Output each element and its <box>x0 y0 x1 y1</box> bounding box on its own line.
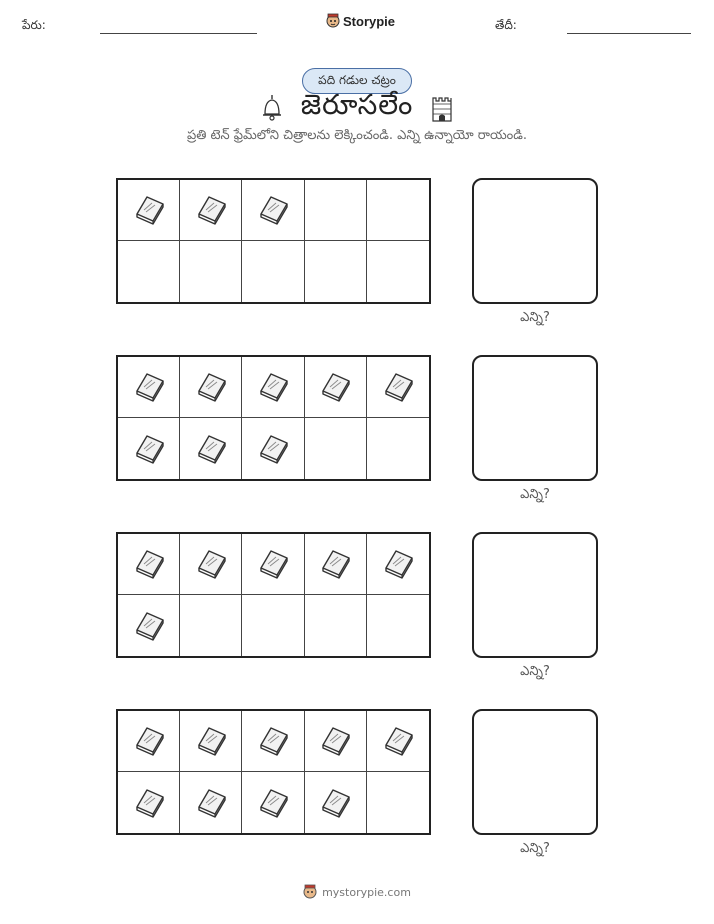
ten-frame-cell <box>367 711 429 772</box>
ten-frame-cell <box>305 711 367 772</box>
title-row <box>0 88 714 128</box>
how-many-label-4: ఎన్ని? <box>520 841 550 856</box>
book-icon <box>192 782 230 824</box>
book-icon <box>379 720 417 762</box>
ten-frame-cell <box>118 357 180 418</box>
ten-frame-cell <box>305 418 367 479</box>
book-icon <box>316 543 354 585</box>
ten-frame-cell <box>118 595 180 656</box>
ten-frame-cell <box>180 772 242 833</box>
ten-frame-cell <box>180 418 242 479</box>
book-icon <box>130 428 168 470</box>
ten-frame-cell <box>180 711 242 772</box>
ten-frame-cell <box>118 772 180 833</box>
answer-box-2[interactable] <box>472 355 598 481</box>
book-icon <box>254 720 292 762</box>
book-icon <box>379 543 417 585</box>
book-icon <box>192 189 230 231</box>
book-icon <box>316 782 354 824</box>
ten-frame-4 <box>116 709 431 835</box>
book-icon <box>130 720 168 762</box>
book-icon <box>254 543 292 585</box>
ten-frame-cell <box>242 241 304 302</box>
book-icon <box>379 366 417 408</box>
ten-frame-cell <box>367 357 429 418</box>
ten-frame-cell <box>367 180 429 241</box>
ten-frame-cell <box>180 357 242 418</box>
ten-frame-cell <box>180 241 242 302</box>
book-icon <box>316 366 354 408</box>
ten-frame-cell <box>180 180 242 241</box>
book-icon <box>192 720 230 762</box>
ten-frame-cell <box>180 534 242 595</box>
ten-frame-cell <box>305 595 367 656</box>
ten-frame-cell <box>367 595 429 656</box>
ten-frame-cell <box>242 711 304 772</box>
ten-frame-1 <box>116 178 431 304</box>
date-line[interactable] <box>567 33 691 34</box>
ten-frame-2 <box>116 355 431 481</box>
instruction-text: ప్రతి టెన్ ఫ్రేమ్‌లోని చిత్రాలను లెక్కించండి. ఎన్ని ఉన్నాయో రాయండి. <box>186 128 528 143</box>
book-icon <box>254 782 292 824</box>
ten-frame-cell <box>305 357 367 418</box>
ten-frame-cell <box>118 418 180 479</box>
ten-frame-cell <box>242 418 304 479</box>
ten-frame-cell <box>118 241 180 302</box>
ten-frame-cell <box>242 595 304 656</box>
book-icon <box>254 189 292 231</box>
ten-frame-cell <box>367 241 429 302</box>
how-many-label-1: ఎన్ని? <box>520 310 550 325</box>
name-label: పేరు: <box>22 18 46 32</box>
ten-frame-cell <box>242 534 304 595</box>
storypie-mascot-icon <box>303 884 317 900</box>
ten-frame-cell <box>367 772 429 833</box>
book-icon <box>254 366 292 408</box>
ten-frame-cell <box>305 534 367 595</box>
ten-frame-cell <box>305 241 367 302</box>
book-icon <box>192 543 230 585</box>
footer-url: mystorypie.com <box>322 885 411 899</box>
page-title: జెరూసలేం <box>300 88 414 121</box>
ten-frame-cell <box>305 180 367 241</box>
ten-frame-cell <box>180 595 242 656</box>
how-many-label-3: ఎన్ని? <box>520 664 550 679</box>
castle-tower-icon <box>431 94 453 122</box>
ten-frame-cell <box>305 772 367 833</box>
ten-frame-cell <box>367 534 429 595</box>
answer-box-3[interactable] <box>472 532 598 658</box>
ten-frame-cell <box>242 180 304 241</box>
bell-icon <box>261 94 283 122</box>
how-many-label-2: ఎన్ని? <box>520 487 550 502</box>
book-icon <box>316 720 354 762</box>
ten-frame-3 <box>116 532 431 658</box>
book-icon <box>192 428 230 470</box>
ten-frame-cell <box>242 357 304 418</box>
book-icon <box>130 605 168 647</box>
answer-box-4[interactable] <box>472 709 598 835</box>
book-icon <box>254 428 292 470</box>
ten-frame-cell <box>367 418 429 479</box>
date-label: తేదీ: <box>495 18 517 32</box>
name-line[interactable] <box>100 33 257 34</box>
answer-box-1[interactable] <box>472 178 598 304</box>
book-icon <box>130 366 168 408</box>
storypie-mascot-icon <box>326 13 340 29</box>
book-icon <box>130 189 168 231</box>
ten-frame-cell <box>118 711 180 772</box>
book-icon <box>130 782 168 824</box>
book-icon <box>130 543 168 585</box>
ten-frame-cell <box>242 772 304 833</box>
book-icon <box>192 366 230 408</box>
ten-frame-cell <box>118 534 180 595</box>
brand-logo <box>326 13 395 29</box>
brand-name: Storypie <box>343 13 396 29</box>
footer <box>0 884 714 900</box>
ten-frame-cell <box>118 180 180 241</box>
category-badge: పది గడుల చట్రం <box>302 68 412 94</box>
